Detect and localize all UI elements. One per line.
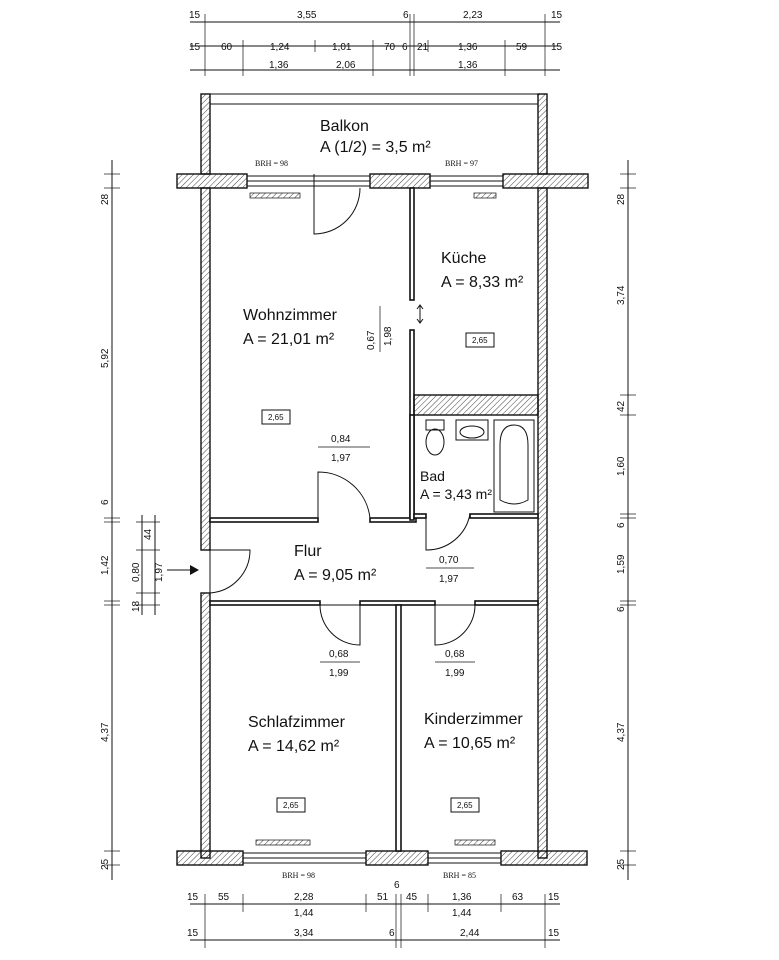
bottom-dim-1-i: 15: [548, 892, 560, 903]
left-dim-080: 0,80: [131, 562, 142, 582]
opening-kinder-w: 0,68: [445, 649, 465, 660]
opening-wohn-kueche-h: 1,98: [383, 326, 394, 346]
top-dim-3-b: 2,06: [336, 60, 356, 71]
balcony: [201, 94, 547, 174]
top-dim-2-a: 15: [189, 42, 201, 53]
schlafzimmer-area: A = 14,62 m²: [248, 738, 340, 755]
top-dim-3-c: 1,36: [458, 60, 478, 71]
bottom-dim-1-g: 1,36: [452, 892, 472, 903]
bottom-dim-1-c: 2,28: [294, 892, 314, 903]
wohnzimmer-area: A = 21,01 m²: [243, 331, 335, 348]
top-dim-2-d: 1,01: [332, 42, 352, 53]
left-dim-6: 6: [100, 499, 111, 505]
top-dim-1-b: 3,55: [297, 10, 317, 21]
left-dim-18: 18: [131, 600, 142, 612]
top-dim-1-d: 2,23: [463, 10, 483, 21]
right-dim-6a: 6: [616, 522, 627, 528]
balkon-area: A (1/2) = 3,5 m²: [320, 139, 431, 156]
right-dim-437: 4,37: [616, 722, 627, 742]
kueche-area: A = 8,33 m²: [441, 274, 524, 291]
top-dim-2-c: 1,24: [270, 42, 290, 53]
left-dim-437: 4,37: [100, 722, 111, 742]
kinderzimmer-area: A = 10,65 m²: [424, 735, 516, 752]
right-dim-374: 3,74: [616, 285, 627, 305]
wohnzimmer-name: Wohnzimmer: [243, 307, 337, 324]
opening-wohn-w: 0,84: [331, 434, 351, 445]
opening-schlaf-w: 0,68: [329, 649, 349, 660]
left-dim-197: 1,97: [154, 562, 165, 582]
bottom-dim-1-e: 45: [406, 892, 418, 903]
top-dim-3-a: 1,36: [269, 60, 289, 71]
left-dimensions: [100, 160, 165, 880]
brh-bottom-left: BRH = 98: [282, 871, 315, 880]
brh-bottom-right: BRH = 85: [443, 871, 476, 880]
bottom-dim-1-h: 63: [512, 892, 524, 903]
top-dim-2-i: 59: [516, 42, 528, 53]
brh-top-left: BRH = 98: [255, 159, 288, 168]
right-dim-159: 1,59: [616, 554, 627, 574]
bottom-dim-1-a: 15: [187, 892, 199, 903]
right-dim-6b: 6: [616, 606, 627, 612]
wohnzimmer-tag: 2,65: [268, 413, 284, 422]
top-dim-1-a: 15: [189, 10, 201, 21]
bottom-dim-1-b: 55: [218, 892, 230, 903]
bottom-dim-2-a: 1,44: [294, 908, 314, 919]
bottom-dim-3-d: 2,44: [460, 928, 480, 939]
right-dim-160: 1,60: [616, 456, 627, 476]
left-dim-25: 25: [100, 858, 111, 870]
top-dim-2-e: 70: [384, 42, 396, 53]
opening-kinder-h: 1,99: [445, 668, 465, 679]
kinderzimmer-name: Kinderzimmer: [424, 711, 523, 728]
bottom-dim-3-a: 15: [187, 928, 199, 939]
right-dim-42: 42: [616, 400, 627, 412]
bottom-dim-2-b: 1,44: [452, 908, 472, 919]
flur-area: A = 9,05 m²: [294, 567, 377, 584]
kueche-name: Küche: [441, 250, 487, 267]
bad-area: A = 3,43 m²: [420, 486, 492, 502]
right-dimensions: [616, 160, 636, 880]
bottom-dim-3-b: 3,34: [294, 928, 314, 939]
kinderzimmer-tag: 2,65: [457, 801, 473, 810]
left-dim-142: 1,42: [100, 555, 111, 575]
bottom-dim-1-d: 51: [377, 892, 389, 903]
left-dim-592: 5,92: [100, 348, 111, 368]
top-dim-2-b: 60: [221, 42, 233, 53]
kueche-tag: 2,65: [472, 336, 488, 345]
balkon-name: Balkon: [320, 118, 369, 135]
left-dim-44: 44: [143, 528, 154, 540]
bottom-dim-3-e: 15: [548, 928, 560, 939]
top-dim-2-f: 6: [402, 42, 408, 53]
brh-top-right: BRH = 97: [445, 159, 478, 168]
bottom-dimensions: [187, 880, 560, 948]
bottom-dim-3-c: 6: [389, 928, 395, 939]
top-dim-2-j: 15: [551, 42, 563, 53]
schlafzimmer-name: Schlafzimmer: [248, 714, 345, 731]
bad-name: Bad: [420, 468, 445, 484]
top-dim-2-h: 1,36: [458, 42, 478, 53]
opening-schlaf-h: 1,99: [329, 668, 349, 679]
schlafzimmer-tag: 2,65: [283, 801, 299, 810]
right-dim-28: 28: [616, 193, 627, 205]
left-dim-28: 28: [100, 193, 111, 205]
top-dim-1-e: 15: [551, 10, 563, 21]
opening-wohn-kueche-w: 0,67: [366, 330, 377, 350]
entry-arrow-icon: [167, 565, 199, 575]
top-dim-1-c: 6: [403, 10, 409, 21]
opening-bad-w: 0,70: [439, 555, 459, 566]
right-dim-25: 25: [616, 858, 627, 870]
opening-wohn-h: 1,97: [331, 453, 351, 464]
opening-bad-h: 1,97: [439, 574, 459, 585]
bottom-dim-1-f: 6: [394, 880, 400, 891]
flur-name: Flur: [294, 543, 322, 560]
top-dim-2-g: 21: [417, 42, 429, 53]
top-dimensions: [189, 10, 563, 76]
